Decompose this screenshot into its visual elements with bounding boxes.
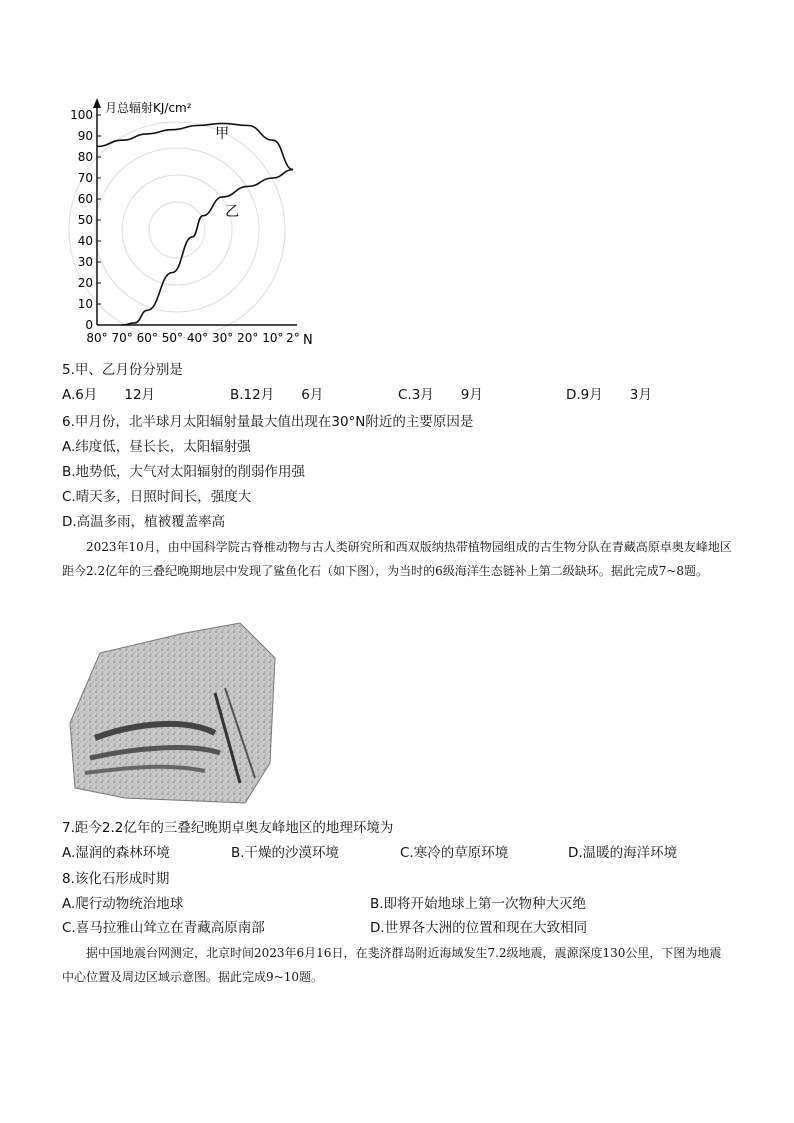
passage-earthquake: 据中国地震台网测定，北京时间2023年6月16日，在斐济群岛附近海域发生7.2级地震，震源深度130公里，下图为地震中心位置及周边区域示意图。据此完成9~10题。 xyxy=(62,946,722,984)
x-tick-label: 40° xyxy=(186,331,209,345)
watermark-ring xyxy=(69,122,285,338)
q6-option-c[interactable]: C.晴天多，日照时间长，强度大 xyxy=(62,489,252,505)
series-jia-line xyxy=(97,123,293,169)
q5-stem: 5.甲、乙月份分别是 xyxy=(62,362,183,378)
q5-option-c[interactable]: C.3月 9月 xyxy=(398,387,483,403)
x-tick-label: 30° xyxy=(212,331,234,345)
q5-option-d[interactable]: D.9月 3月 xyxy=(566,387,652,403)
q5-option-a[interactable]: A.6月 12月 xyxy=(62,387,156,403)
q7-option-b[interactable]: B.干燥的沙漠环境 xyxy=(231,845,340,861)
q6-option-d[interactable]: D.高温多雨，植被覆盖率高 xyxy=(62,514,226,530)
x-tick-label: 10° xyxy=(262,331,284,345)
y-tick-label: 40 xyxy=(77,234,93,248)
series-jia-label: 甲 xyxy=(215,126,230,143)
x-tick-label: 70° xyxy=(111,331,133,345)
q7-option-a[interactable]: A.湿润的森林环境 xyxy=(62,845,170,861)
y-tick-label: 60 xyxy=(77,192,93,206)
q8-options-row2 xyxy=(62,918,587,938)
x-tick-label: 2° xyxy=(286,331,300,345)
q5-option-b[interactable]: B.12月 6月 xyxy=(230,387,324,403)
y-tick-label: 0 xyxy=(85,318,93,332)
q8-option-c[interactable]: C.喜马拉雅山耸立在青藏高原南部 xyxy=(62,920,265,936)
q7-options xyxy=(62,843,677,863)
y-tick-label: 50 xyxy=(77,213,93,227)
q5-options xyxy=(62,385,652,405)
radiation-chart xyxy=(55,90,325,355)
q8-option-d[interactable]: D.世界各大洲的位置和现在大致相同 xyxy=(370,920,588,936)
q6-option-a[interactable]: A.纬度低，昼长长，太阳辐射强 xyxy=(62,439,251,455)
y-tick-label: 100 xyxy=(70,108,93,122)
x-tick-label: 20° xyxy=(237,331,259,345)
y-axis-arrow xyxy=(93,98,101,108)
q7-stem: 7.距今2.2亿年的三叠纪晚期卓奥友峰地区的地理环境为 xyxy=(62,820,394,836)
series-yi-label: 乙 xyxy=(225,203,240,220)
x-tick-label: 60° xyxy=(136,331,158,345)
y-axis-label: 月总辐射KJ/cm² xyxy=(105,101,192,115)
q8-option-b[interactable]: B.即将开始地球上第一次物种大灭绝 xyxy=(370,896,587,912)
x-tick-label: 50° xyxy=(161,331,184,345)
y-tick-label: 30 xyxy=(77,255,93,269)
q8-options-row1 xyxy=(62,894,586,914)
y-tick-label: 10 xyxy=(77,297,93,311)
y-tick-label: 90 xyxy=(77,129,93,143)
q8-option-a[interactable]: A.爬行动物统治地球 xyxy=(62,896,184,912)
q7-option-c[interactable]: C.寒冷的草原环境 xyxy=(400,845,509,861)
y-tick-label: 70 xyxy=(77,171,93,185)
passage-fossil: 2023年10月，由中国科学院古脊椎动物与古人类研究所和西双版纳热带植物园组成的古生物分队在青藏高原卓奥友峰地区距今2.2亿年的三叠纪晚期地层中发现了鲨鱼化石（如下图），为当时的6级海洋生态链补上第二级缺环。据此完成7~8题。 xyxy=(62,540,732,578)
x-tick-label: 80° xyxy=(86,331,108,345)
shark-fossil-image xyxy=(65,613,285,808)
y-tick-label: 20 xyxy=(77,276,93,290)
series-yi-line xyxy=(122,170,293,325)
q7-option-d[interactable]: D.温暖的海洋环境 xyxy=(568,845,678,861)
background-watermark xyxy=(69,122,285,338)
x-tick-labels xyxy=(86,331,299,345)
x-axis-label: N xyxy=(303,333,313,348)
y-tick-label: 80 xyxy=(77,150,93,164)
q6-stem: 6.甲月份，北半球月太阳辐射量最大值出现在30°N附近的主要原因是 xyxy=(62,414,474,430)
q8-stem: 8.该化石形成时期 xyxy=(62,871,170,887)
watermark-ring xyxy=(95,148,259,312)
q6-option-b[interactable]: B.地势低，大气对太阳辐射的削弱作用强 xyxy=(62,464,306,480)
